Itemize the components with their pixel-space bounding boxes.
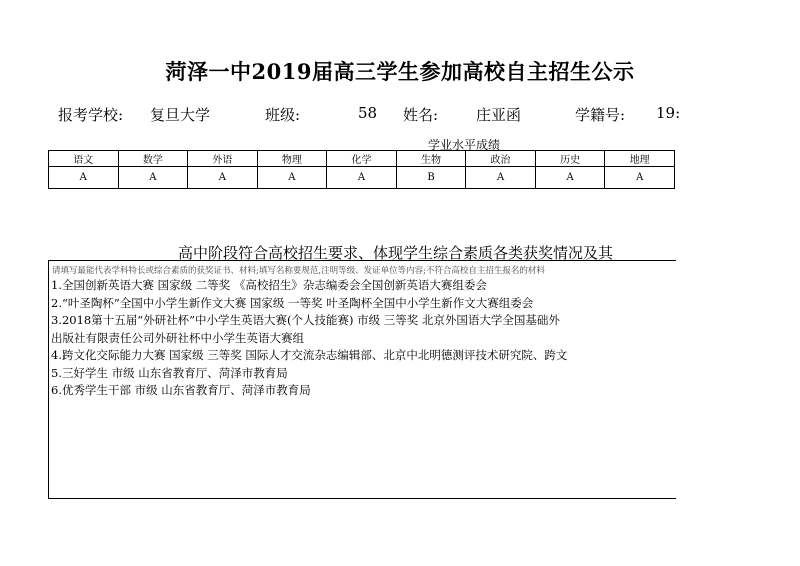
score-cell: A [49,167,119,189]
subject-cell: 政治 [466,151,536,167]
subject-cell: 外语 [188,151,258,167]
subject-cell: 数学 [118,151,188,167]
name-value: 庄亚函 [476,106,522,124]
award-item: 2.“叶圣陶杯”全国中小学生新作文大赛 国家级 一等奖 叶圣陶杯全国中小学生新作文大赛组委会 [51,295,534,310]
award-item: 5.三好学生 市级 山东省教育厅、菏泽市教育局 [51,365,288,380]
subject-cell: 生物 [396,151,466,167]
score-cell: A [466,167,536,189]
school-label: 报考学校: [58,106,124,124]
award-item: 6.优秀学生干部 市级 山东省教育厅、菏泽市教育局 [51,383,311,397]
page-title: 菏泽一中2019届高三学生参加高校自主招生公示 [165,59,635,84]
score-cell: A [118,167,188,189]
award-item: 出版社有限责任公司外研社杯中小学生英语大赛组 [51,330,304,345]
score-cell: A [257,167,327,189]
award-item: 1.全国创新英语大赛 国家级 二等奖 《高校招生》杂志编委会全国创新英语大赛组委会 [51,278,487,292]
grades-table [48,150,675,189]
award-item: 4.跨文化交际能力大赛 国家级 三等奖 国际人才交流杂志编辑部、北京中北明德测评技术研究院、跨文 [51,348,568,362]
award-item: 3.2018第十五届“外研社杯”中小学生英语大赛(个人技能赛) 市级 三等奖 北京外国语大学全国基础外 [51,313,560,327]
subject-cell: 地理 [605,151,675,167]
class-value: 58 [358,104,378,122]
awards-section-title: 高中阶段符合高校招生要求、体现学生综合素质各类获奖情况及其 [178,244,614,262]
awards-list [51,277,567,400]
subject-cell: 历史 [535,151,605,167]
name-label: 姓名: [403,106,439,124]
subject-cell: 语文 [49,151,119,167]
grades-header-row [49,151,675,167]
subject-cell: 化学 [327,151,397,167]
awards-instruction-note: 请填写最能代表学科特长或综合素质的获奖证书、材料;填写名称要规范,注明等级、发证单位等内容;不符合高校自主招生报名的材料 [52,266,545,276]
subject-cell: 物理 [257,151,327,167]
score-cell: A [327,167,397,189]
class-label: 班级: [265,106,301,124]
awards-box [48,260,676,499]
student-id-value: 19: [656,104,681,122]
student-id-label: 学籍号: [575,106,626,124]
grades-score-row [49,167,675,189]
score-cell: A [535,167,605,189]
score-cell: A [605,167,675,189]
score-cell: A [188,167,258,189]
school-value: 复旦大学 [150,106,211,124]
score-cell: B [396,167,466,189]
grades-section-label: 学业水平成绩 [428,138,501,152]
